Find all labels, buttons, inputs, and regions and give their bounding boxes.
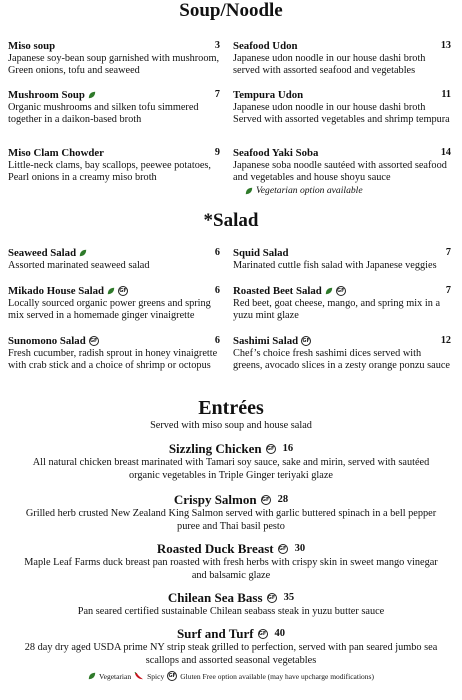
item-name: Seafood Udon	[233, 40, 298, 52]
vegetarian-leaf-icon	[107, 287, 115, 295]
gluten-free-icon: GF	[266, 446, 275, 452]
item-desc: Chef’s choice fresh sashimi dices served with greens, avocado slices in a zesty orange ponzu sauce	[233, 348, 451, 371]
item-price: 7	[214, 89, 220, 100]
menu-item-roasted-duck-breast	[20, 541, 442, 582]
legend-vegetarian: Vegetarian	[99, 671, 132, 681]
gluten-free-icon: GF	[119, 288, 127, 294]
item-name: Mikado House Salad	[8, 285, 104, 297]
item-desc: All natural chicken breast marinated with Tamari soy sauce, sake and mirin, served with sautéed organic vegetables in Triple Ginger teriyaki glaze	[32, 457, 430, 481]
item-desc: Grilled herb crusted New Zealand King Salmon served with garlic buttered spinach in a bell pepper puree and Thai basil pesto	[25, 508, 437, 532]
gluten-free-icon: GF	[168, 673, 176, 679]
item-desc: Japanese soy-bean soup garnished with mushroom, Green onions, tofu and seaweed	[8, 53, 220, 76]
chili-pepper-icon	[134, 672, 144, 680]
item-name: Sashimi Salad	[233, 335, 299, 347]
item-name: Crispy Salmon	[173, 492, 257, 507]
item-price: 30	[294, 543, 306, 554]
item-name: Mushroom Soup	[8, 89, 85, 101]
gluten-free-icon: GF	[278, 546, 287, 552]
menu-item-miso-clam-chowder	[8, 147, 220, 184]
menu-item-surf-and-turf	[20, 626, 442, 667]
vegetarian-leaf-icon	[88, 91, 96, 99]
item-name: Tempura Udon	[233, 89, 304, 101]
vegetarian-leaf-icon	[79, 249, 87, 257]
vegetarian-leaf-icon	[325, 287, 333, 295]
item-desc: 28 day dry aged USDA prime NY strip steak grilled to perfection, served with pan seared jumbo sea scallops and assorted seasonal vegetables	[24, 642, 438, 666]
vegetarian-leaf-icon	[88, 672, 96, 680]
item-desc: Organic mushrooms and silken tofu simmered together in a daikon-based broth	[8, 102, 199, 125]
vegetarian-leaf-icon	[245, 187, 253, 195]
item-price: 6	[214, 247, 220, 258]
soup-section-title: Soup/Noodle	[179, 0, 283, 21]
item-price: 12	[440, 335, 451, 346]
item-price: 3	[214, 40, 220, 51]
item-desc: Little-neck clams, bay scallops, peewee potatoes, Pearl onions in a creamy miso broth	[8, 160, 212, 183]
item-desc: Fresh cucumber, radish sprout in honey vinaigrette with crab stick and a choice of shrimp or octopus	[8, 348, 218, 371]
item-price: 14	[440, 147, 451, 158]
gluten-free-icon: GF	[258, 631, 267, 637]
menu-item-sashimi-salad	[233, 335, 451, 372]
menu-item-miso-soup	[8, 40, 220, 77]
item-name: Squid Salad	[233, 247, 289, 259]
entrees-section-title: Entrées	[198, 397, 264, 419]
item-name: Seaweed Salad	[8, 247, 77, 259]
item-price: 9	[214, 147, 220, 158]
menu-item-tempura-udon	[233, 89, 451, 126]
item-price: 6	[214, 285, 220, 296]
menu-item-squid-salad	[233, 247, 451, 272]
item-name: Roasted Beet Salad	[233, 285, 322, 297]
item-name: Miso Clam Chowder	[8, 147, 104, 159]
item-desc: Marinated cuttle fish salad with Japanese veggies	[233, 260, 437, 271]
item-name: Sizzling Chicken	[168, 441, 262, 456]
salad-section-title: *Salad	[203, 210, 259, 231]
menu-item-sunomono-salad	[8, 335, 220, 372]
item-name: Seafood Yaki Soba	[233, 147, 319, 159]
menu-item-seafood-yaki-soba	[233, 147, 451, 197]
item-name: Miso soup	[8, 40, 56, 52]
legend-spicy: Spicy	[147, 671, 165, 681]
item-desc: Maple Leaf Farms duck breast pan roasted with fresh herbs with crispy skin in sweet mango vinegar and balsamic glaze	[24, 557, 438, 581]
menu-item-crispy-salmon	[20, 492, 442, 533]
item-name: Sunomono Salad	[8, 335, 86, 347]
menu-item-sizzling-chicken	[20, 441, 442, 482]
menu-legend	[0, 671, 462, 681]
item-desc: Japanese udon noodle in our house dashi broth served with assorted seafood and vegetables	[233, 53, 426, 76]
legend-gluten-free: Gluten Free option available (may have upcharge modifications)	[180, 671, 374, 681]
item-price: 11	[441, 89, 451, 100]
item-desc: Red beet, goat cheese, mango, and spring mix in a yuzu mint glaze	[233, 298, 441, 321]
item-price: 35	[283, 592, 295, 603]
item-price: 7	[445, 247, 451, 258]
item-name: Surf and Turf	[176, 626, 254, 641]
item-name: Roasted Duck Breast	[156, 541, 274, 556]
vegetarian-option-note	[245, 185, 451, 197]
note-text: Vegetarian option available	[256, 185, 363, 196]
item-price: 40	[274, 628, 286, 639]
menu-item-seaweed-salad	[8, 247, 220, 272]
entrees-subtitle: Served with miso soup and house salad	[150, 420, 312, 431]
menu-item-chilean-sea-bass	[20, 590, 442, 619]
item-desc: Japanese soba noodle sautéed with assorted seafood and vegetables and house shoyu sauce	[233, 160, 447, 183]
item-price: 6	[214, 335, 220, 346]
gluten-free-icon: GF	[337, 288, 345, 294]
item-desc: Assorted marinated seaweed salad	[8, 260, 150, 271]
gluten-free-icon: GF	[89, 338, 98, 344]
item-price: 16	[282, 443, 294, 454]
gluten-free-icon: GF	[261, 497, 270, 503]
item-price: 7	[445, 285, 451, 296]
menu-item-seafood-udon	[233, 40, 451, 77]
gluten-free-icon: GF	[302, 338, 310, 344]
item-price: 28	[277, 494, 289, 505]
menu-item-mikado-house-salad	[8, 285, 220, 322]
menu-item-mushroom-soup	[8, 89, 220, 126]
menu-item-roasted-beet-salad	[233, 285, 451, 322]
item-name: Chilean Sea Bass	[167, 590, 263, 605]
item-price: 13	[440, 40, 451, 51]
item-desc: Pan seared certified sustainable Chilean seabass steak in yuzu butter sauce	[77, 606, 385, 618]
gluten-free-icon: GF	[267, 595, 276, 601]
item-desc: Locally sourced organic power greens and spring mix served in a homemade ginger vinaigrette	[8, 298, 211, 321]
item-desc: Japanese udon noodle in our house dashi broth Served with assorted vegetables and shrimp tempura	[233, 102, 450, 125]
